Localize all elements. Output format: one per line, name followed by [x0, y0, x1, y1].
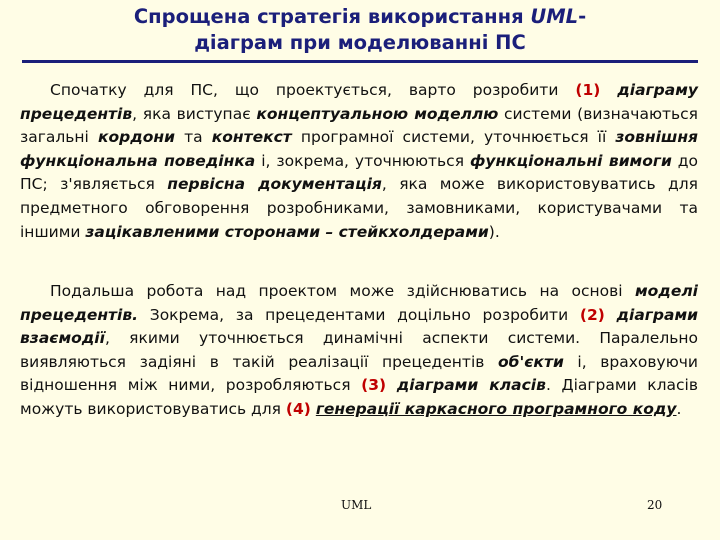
footer-label: UML	[341, 498, 372, 512]
text-run: Зокрема, за прецедентами доцільно розробити	[138, 305, 580, 324]
term-use-case-models: моделі прецедентів.	[20, 282, 698, 324]
term-stakeholders: зацікавленими сторонами – стейкхолдерами	[85, 222, 489, 241]
text-run: ).	[488, 222, 500, 241]
step-number-4: (4)	[285, 399, 311, 418]
text-run: до ПС; з'являється	[20, 151, 698, 194]
text-run	[386, 376, 397, 394]
term-functional-requirements: функціональні вимоги	[469, 151, 672, 170]
term-context: контекст	[211, 128, 292, 147]
term-use-case-diagram: діаграму прецедентів	[20, 81, 698, 123]
title-line-2: діаграм при моделюванні ПС	[194, 31, 526, 54]
step-number-3: (3)	[361, 376, 387, 395]
text-run: , яка може використовуватись для предметного обговорення розробниками, замовниками, користувачами та іншими	[20, 175, 698, 241]
step-number-1: (1)	[575, 81, 601, 99]
term-conceptual-model: концептуальною моделлю	[256, 104, 499, 123]
text-run: , якими уточнюється динамічні аспекти системи. Паралельно виявляються задіяні в такій реалізації прецедентів	[20, 329, 698, 371]
text-run: та	[174, 128, 212, 147]
term-boundaries: кордони	[97, 128, 175, 147]
title-underline-divider	[22, 60, 698, 63]
page-number: 20	[647, 498, 663, 512]
title-dash: -	[578, 5, 587, 28]
step-number-2: (2)	[579, 305, 605, 324]
term-initial-documentation: первісна документація	[167, 175, 382, 194]
term-interaction-diagrams: діаграми взаємодії	[20, 305, 698, 348]
paragraph-1	[20, 79, 698, 244]
text-run: Подальша робота над проектом може здійснюватись на основі	[50, 282, 635, 300]
term-objects: об'єкти	[498, 352, 564, 371]
text-run: і, зокрема, уточнюються	[255, 151, 470, 170]
text-run: програмної системи, уточнюється її	[291, 128, 616, 147]
text-run: , яка виступає	[132, 104, 257, 123]
paragraph-2	[20, 280, 698, 422]
term-class-diagrams: діаграми класів	[396, 376, 546, 395]
title-uml: UML	[530, 5, 579, 28]
text-run	[605, 306, 617, 324]
term-external-behavior: зовнішня функціональна поведінка	[20, 128, 698, 170]
text-run: системи (визначаються загальні	[20, 104, 698, 147]
text-run: .	[676, 399, 682, 418]
term-code-generation: генерації каркасного програмного коду	[315, 399, 677, 418]
title-text: Спрощена стратегія використання	[133, 5, 531, 28]
title-line-1	[0, 4, 720, 30]
text-run: і, враховуючи відношення між ними, розробляються	[20, 352, 698, 395]
slide-title	[0, 4, 720, 56]
text-run: Спочатку для ПС, що проектується, варто розробити	[50, 81, 576, 99]
text-run: . Діаграми класів можуть використовуватись для	[20, 376, 698, 418]
text-run	[600, 81, 617, 99]
